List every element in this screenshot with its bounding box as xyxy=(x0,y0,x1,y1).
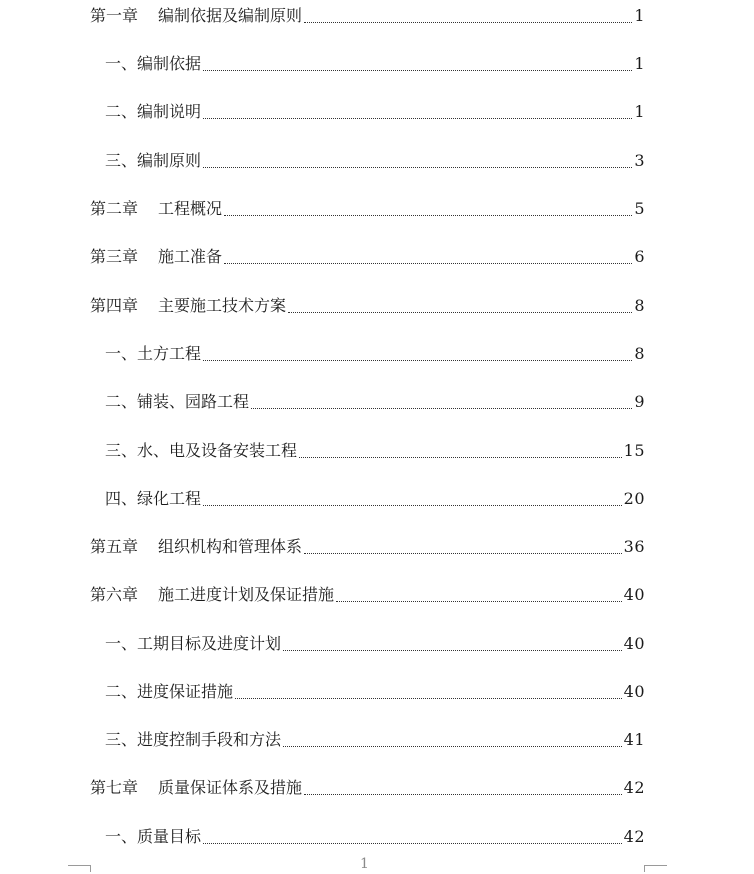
toc-title: 二、编制说明 xyxy=(105,102,202,121)
toc-entry[interactable] xyxy=(105,439,645,463)
toc-entry[interactable] xyxy=(105,390,645,414)
toc-entry[interactable] xyxy=(90,535,645,559)
toc-page-number: 1 xyxy=(634,54,645,73)
toc-dot-leader xyxy=(203,842,622,844)
toc-dot-leader xyxy=(283,745,622,747)
toc-title: 质量保证体系及措施 xyxy=(158,778,303,797)
toc-title: 一、工期目标及进度计划 xyxy=(105,634,282,653)
toc-chapter-number: 第七章 xyxy=(90,778,139,797)
toc-page-number: 5 xyxy=(634,199,645,218)
toc-dot-leader xyxy=(203,69,632,71)
toc-entry[interactable] xyxy=(105,825,645,849)
toc-dot-leader xyxy=(251,407,632,409)
toc-dot-leader xyxy=(283,649,622,651)
toc-entry[interactable] xyxy=(90,197,645,221)
toc-dot-leader xyxy=(224,262,632,264)
toc-entry[interactable] xyxy=(105,100,645,124)
toc-page-number: 1 xyxy=(634,102,645,121)
toc-page-number: 36 xyxy=(623,537,645,556)
toc-entry[interactable] xyxy=(105,680,645,704)
toc-title: 施工进度计划及保证措施 xyxy=(158,585,335,604)
toc-title: 一、土方工程 xyxy=(105,344,202,363)
toc-title: 组织机构和管理体系 xyxy=(158,537,303,556)
toc-entry[interactable] xyxy=(90,245,645,269)
toc-title: 一、质量目标 xyxy=(105,827,202,846)
toc-entry[interactable] xyxy=(90,776,645,800)
toc-page-number: 15 xyxy=(623,441,645,460)
toc-title: 施工准备 xyxy=(158,247,223,266)
toc-title: 二、铺装、园路工程 xyxy=(105,392,250,411)
toc-chapter-number: 第五章 xyxy=(90,537,139,556)
toc-dot-leader xyxy=(203,166,632,168)
toc-dot-leader xyxy=(299,456,622,458)
toc-entry[interactable] xyxy=(105,149,645,173)
toc-dot-leader xyxy=(203,117,632,119)
toc-entry[interactable] xyxy=(105,342,645,366)
toc-dot-leader xyxy=(203,504,622,506)
toc-dot-leader xyxy=(203,359,632,361)
toc-chapter-number: 第二章 xyxy=(90,199,139,218)
toc-dot-leader xyxy=(304,793,622,795)
toc-title: 二、进度保证措施 xyxy=(105,682,234,701)
toc-page-number: 40 xyxy=(623,585,645,604)
toc-page-number: 42 xyxy=(623,778,645,797)
toc-title: 编制依据及编制原则 xyxy=(158,6,303,25)
toc-title: 三、编制原则 xyxy=(105,151,202,170)
toc-chapter-number: 第六章 xyxy=(90,585,139,604)
toc-entry[interactable] xyxy=(90,294,645,318)
toc-entry[interactable] xyxy=(105,487,645,511)
toc-chapter-number: 第一章 xyxy=(90,6,139,25)
toc-page-number: 41 xyxy=(623,730,645,749)
toc-entry[interactable] xyxy=(105,632,645,656)
toc-entry[interactable] xyxy=(105,52,645,76)
toc-title: 三、水、电及设备安装工程 xyxy=(105,441,298,460)
footer-corner-mark-right xyxy=(644,865,667,872)
toc-page-number: 40 xyxy=(623,634,645,653)
toc-entry[interactable] xyxy=(105,728,645,752)
toc-title: 工程概况 xyxy=(158,199,223,218)
toc-title: 四、绿化工程 xyxy=(105,489,202,508)
toc-page-number: 9 xyxy=(634,392,645,411)
footer-page-number: 1 xyxy=(360,856,369,872)
toc-dot-leader xyxy=(288,311,632,313)
toc-dot-leader xyxy=(304,552,622,554)
toc-title: 主要施工技术方案 xyxy=(158,296,287,315)
toc-chapter-number: 第三章 xyxy=(90,247,139,266)
toc-page-number: 40 xyxy=(623,682,645,701)
toc-page-number: 20 xyxy=(623,489,645,508)
toc-dot-leader xyxy=(235,697,622,699)
toc-title: 一、编制依据 xyxy=(105,54,202,73)
toc-page-number: 6 xyxy=(634,247,645,266)
toc-title: 三、进度控制手段和方法 xyxy=(105,730,282,749)
toc-dot-leader xyxy=(224,214,632,216)
toc-page-number: 8 xyxy=(634,344,645,363)
toc-page-number: 42 xyxy=(623,827,645,846)
toc-dot-leader xyxy=(304,21,632,23)
toc-dot-leader xyxy=(336,600,622,602)
toc-page-number: 3 xyxy=(634,151,645,170)
toc-page-number: 1 xyxy=(634,6,645,25)
toc-page-number: 8 xyxy=(634,296,645,315)
footer-corner-mark-left xyxy=(68,865,91,872)
toc-entry[interactable] xyxy=(90,4,645,28)
toc-chapter-number: 第四章 xyxy=(90,296,139,315)
toc-entry[interactable] xyxy=(90,583,645,607)
